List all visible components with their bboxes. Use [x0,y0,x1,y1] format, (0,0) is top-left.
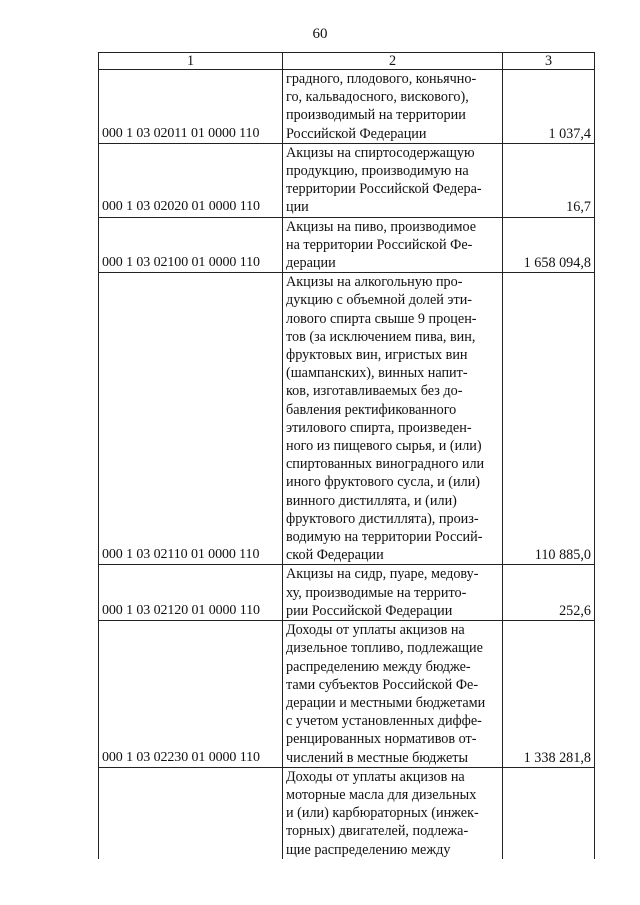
header-row [99,53,595,70]
description-line: дизельное топливо, подлежащие [286,640,483,657]
description-line: на территории Российской Фе- [286,236,473,253]
description-line: числений в местные бюджеты [286,749,469,766]
description-line: ренцированных нормативов от- [286,731,477,748]
description-line: бавления ректификованного [286,401,457,418]
table-row [99,621,595,768]
description-cell [283,767,503,859]
table-row [99,217,595,273]
table-body [99,70,595,859]
budget-table [98,52,595,859]
description-cell [283,143,503,217]
budget-code-cell [99,767,283,859]
description-line: территории Российской Федера- [286,181,482,198]
budget-code-cell: 000 1 03 02110 01 0000 110 [99,273,283,565]
description-line: производимый на территории [286,107,466,124]
description-line: этилового спирта, произведен- [286,419,472,436]
description-line: моторные масла для дизельных [286,786,477,803]
description-line: ху, производимые на террито- [286,584,467,601]
description-line: градного, плодового, коньячно- [286,71,477,87]
description-line: го, кальвадосного, вискового), [286,89,469,106]
table-row [99,143,595,217]
budget-code-cell: 000 1 03 02020 01 0000 110 [99,143,283,217]
amount-cell: 16,7 [503,143,595,217]
table-row [99,273,595,565]
description-line: ской Федерации [286,547,384,564]
description-line: Акцизы на сидр, пуаре, медову- [286,566,479,583]
description-cell [283,217,503,273]
description-line: фруктовых вин, игристых вин [286,347,468,364]
amount-cell: 1 037,4 [503,70,595,144]
description-line: рии Российской Федерации [286,602,453,619]
description-line: Российской Федерации [286,125,427,142]
header-col-1: 1 [99,53,283,70]
description-line: Доходы от уплаты акцизов на [286,768,465,785]
amount-cell: 1 338 281,8 [503,621,595,768]
description-cell [283,565,503,621]
description-line: Акцизы на алкогольную про- [286,274,463,291]
description-line: иного фруктового сусла, и (или) [286,474,481,491]
amount-cell [503,767,595,859]
description-line: тов (за исключением пива, вин, [286,328,476,345]
description-line: Доходы от уплаты акцизов на [286,622,465,639]
description-line: фруктового дистиллята), произ- [286,510,479,527]
amount-cell: 1 658 094,8 [503,217,595,273]
budget-code-cell: 000 1 03 02120 01 0000 110 [99,565,283,621]
description-line: спиртованных виноградного или [286,456,485,473]
description-line: водимую на территории Россий- [286,529,483,546]
table-row [99,565,595,621]
budget-code-cell: 000 1 03 02230 01 0000 110 [99,621,283,768]
table-row [99,767,595,859]
amount-cell: 110 885,0 [503,273,595,565]
description-line: с учетом установленных диффе- [286,713,482,730]
description-line: лового спирта свыше 9 процен- [286,310,477,327]
description-line: дерации и местными бюджетами [286,694,486,711]
description-line: распределению между бюдже- [286,658,471,675]
table-row [99,70,595,144]
description-line: продукцию, производимую на [286,163,469,180]
description-line: дукцию с объемной долей эти- [286,292,473,309]
budget-code-cell: 000 1 03 02100 01 0000 110 [99,217,283,273]
description-line: тами субъектов Российской Фе- [286,676,479,693]
description-line: Акцизы на спиртосодержащую [286,144,475,161]
description-line: ции [286,199,309,216]
amount-cell: 252,6 [503,565,595,621]
description-line: торных) двигателей, подлежа- [286,823,469,840]
header-col-3: 3 [503,53,595,70]
description-line: дерации [286,255,336,272]
description-line: Акцизы на пиво, производимое [286,218,477,235]
description-cell [283,70,503,144]
description-line: щие распределению между [286,841,451,858]
description-line: ного из пищевого сырья, и (или) [286,438,482,455]
description-cell [283,273,503,565]
header-col-2: 2 [283,53,503,70]
description-line: (шампанских), винных напит- [286,365,468,382]
description-cell [283,621,503,768]
description-line: ков, изготавливаемых без до- [286,383,463,400]
page-number: 60 [312,26,328,42]
description-line: винного дистиллята, и (или) [286,492,457,509]
description-line: и (или) карбюраторных (инжек- [286,805,479,822]
budget-code-cell: 000 1 03 02011 01 0000 110 [99,70,283,144]
